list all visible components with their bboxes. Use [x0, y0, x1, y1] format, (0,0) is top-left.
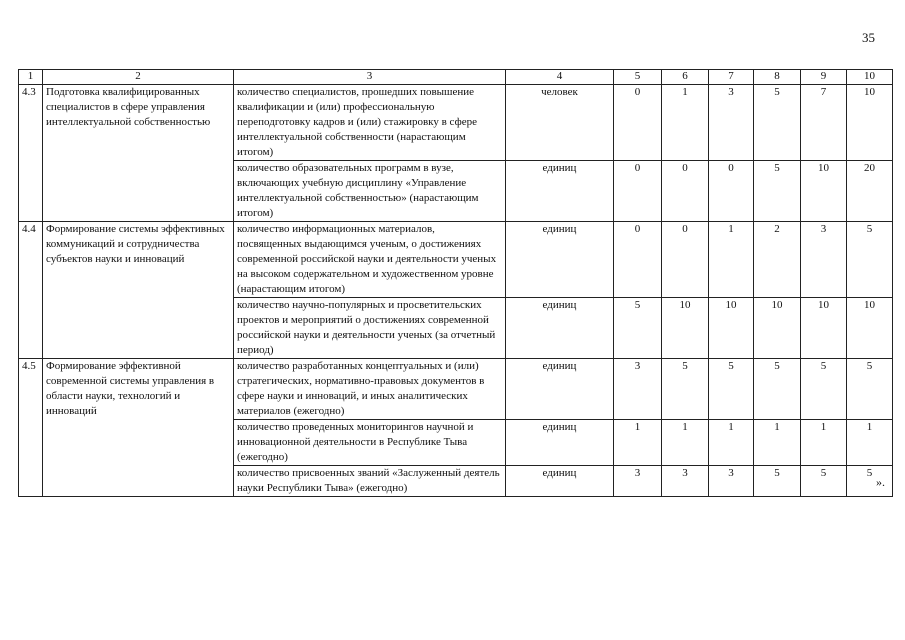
indicator-value: 5 — [801, 466, 847, 497]
unit-of-measure: единиц — [506, 161, 614, 222]
indicator-value: 2 — [754, 222, 801, 298]
header-cell: 4 — [506, 70, 614, 85]
indicator-value: 0 — [709, 161, 754, 222]
indicator-name: количество образовательных программ в вузе, включающих учебную дисциплину «Управление интеллектуальной собственностью» (нарастающим итогом) — [234, 161, 506, 222]
indicator-value: 3 — [662, 466, 709, 497]
indicator-name: количество разработанных концептуальных и (или) стратегических, нормативно-правовых документов в сфере науки и инноваций, и иных аналитических материалов (ежегодно) — [234, 359, 506, 420]
section-title: Формирование эффективной современной системы управления в области науки, технологий и инноваций — [43, 359, 234, 497]
indicator-value: 5 — [847, 359, 893, 420]
header-cell: 9 — [801, 70, 847, 85]
indicator-value: 1 — [709, 420, 754, 466]
unit-of-measure: единиц — [506, 222, 614, 298]
indicator-name: количество информационных материалов, посвященных выдающимся ученым, о достижениях современной российской науки и деятельности ученых на высоком содержательном и художественном уровне (нарастающим итогом) — [234, 222, 506, 298]
unit-of-measure: единиц — [506, 466, 614, 497]
indicator-value: 3 — [709, 466, 754, 497]
indicator-value: 10 — [801, 161, 847, 222]
indicator-value: 20 — [847, 161, 893, 222]
indicator-value: 10 — [847, 298, 893, 359]
section-number: 4.3 — [19, 85, 43, 222]
indicator-value: 10 — [801, 298, 847, 359]
indicator-value: 10 — [709, 298, 754, 359]
indicator-value: 1 — [801, 420, 847, 466]
header-cell: 3 — [234, 70, 506, 85]
header-cell: 7 — [709, 70, 754, 85]
unit-of-measure: единиц — [506, 420, 614, 466]
header-cell: 2 — [43, 70, 234, 85]
indicator-value: 5 — [847, 222, 893, 298]
indicator-name: количество присвоенных званий «Заслуженный деятель науки Республики Тыва» (ежегодно) — [234, 466, 506, 497]
section-number: 4.4 — [19, 222, 43, 359]
unit-of-measure: человек — [506, 85, 614, 161]
indicator-value: 1 — [754, 420, 801, 466]
indicator-value: 3 — [801, 222, 847, 298]
header-cell: 8 — [754, 70, 801, 85]
section-title: Подготовка квалифицированных специалистов в сфере управления интеллектуальной собственностью — [43, 85, 234, 222]
indicator-value: 3 — [709, 85, 754, 161]
indicator-value: 5 — [614, 298, 662, 359]
indicator-value: 5 — [709, 359, 754, 420]
header-cell: 6 — [662, 70, 709, 85]
indicator-value: 5 — [754, 161, 801, 222]
indicator-value: 10 — [662, 298, 709, 359]
header-cell: 1 — [19, 70, 43, 85]
indicator-value: 1 — [709, 222, 754, 298]
indicators-table — [18, 69, 893, 497]
header-row — [19, 70, 893, 85]
indicator-value: 5 — [754, 359, 801, 420]
indicator-value: 5 — [754, 85, 801, 161]
indicator-name: количество научно-популярных и просветительских проектов и мероприятий о достижениях современной российской науки и деятельности ученых (за отчетный период) — [234, 298, 506, 359]
indicator-value: 10 — [847, 85, 893, 161]
indicator-name: количество специалистов, прошедших повышение квалификации и (или) профессиональную переподготовку кадров и (или) стажировку в сфере интеллектуальной собственности (нарастающим итогом) — [234, 85, 506, 161]
indicator-value: 0 — [662, 161, 709, 222]
indicator-value: 0 — [614, 222, 662, 298]
indicator-value: 3 — [614, 466, 662, 497]
table-row — [19, 359, 893, 420]
indicator-value: 5 — [801, 359, 847, 420]
indicator-value: 5 — [754, 466, 801, 497]
header-cell: 5 — [614, 70, 662, 85]
indicator-value: 0 — [662, 222, 709, 298]
indicator-value: 10 — [754, 298, 801, 359]
section-title: Формирование системы эффективных коммуникаций и сотрудничества субъектов науки и инноваций — [43, 222, 234, 359]
indicator-value: 1 — [614, 420, 662, 466]
indicator-value: 5 — [847, 466, 893, 497]
indicator-value: 3 — [614, 359, 662, 420]
indicator-value: 1 — [847, 420, 893, 466]
indicator-value: 0 — [614, 85, 662, 161]
indicator-value: 1 — [662, 85, 709, 161]
indicator-name: количество проведенных мониторингов научной и инновационной деятельности в Республике Тыва (ежегодно) — [234, 420, 506, 466]
indicator-value: 1 — [662, 420, 709, 466]
indicator-value: 7 — [801, 85, 847, 161]
header-cell: 10 — [847, 70, 893, 85]
indicator-value: 0 — [614, 161, 662, 222]
indicator-value: 5 — [662, 359, 709, 420]
closing-quote-mark: ». — [876, 475, 885, 489]
table-row — [19, 85, 893, 161]
unit-of-measure: единиц — [506, 359, 614, 420]
unit-of-measure: единиц — [506, 298, 614, 359]
section-number: 4.5 — [19, 359, 43, 497]
page-number: 35 — [862, 30, 875, 45]
table-row — [19, 222, 893, 298]
